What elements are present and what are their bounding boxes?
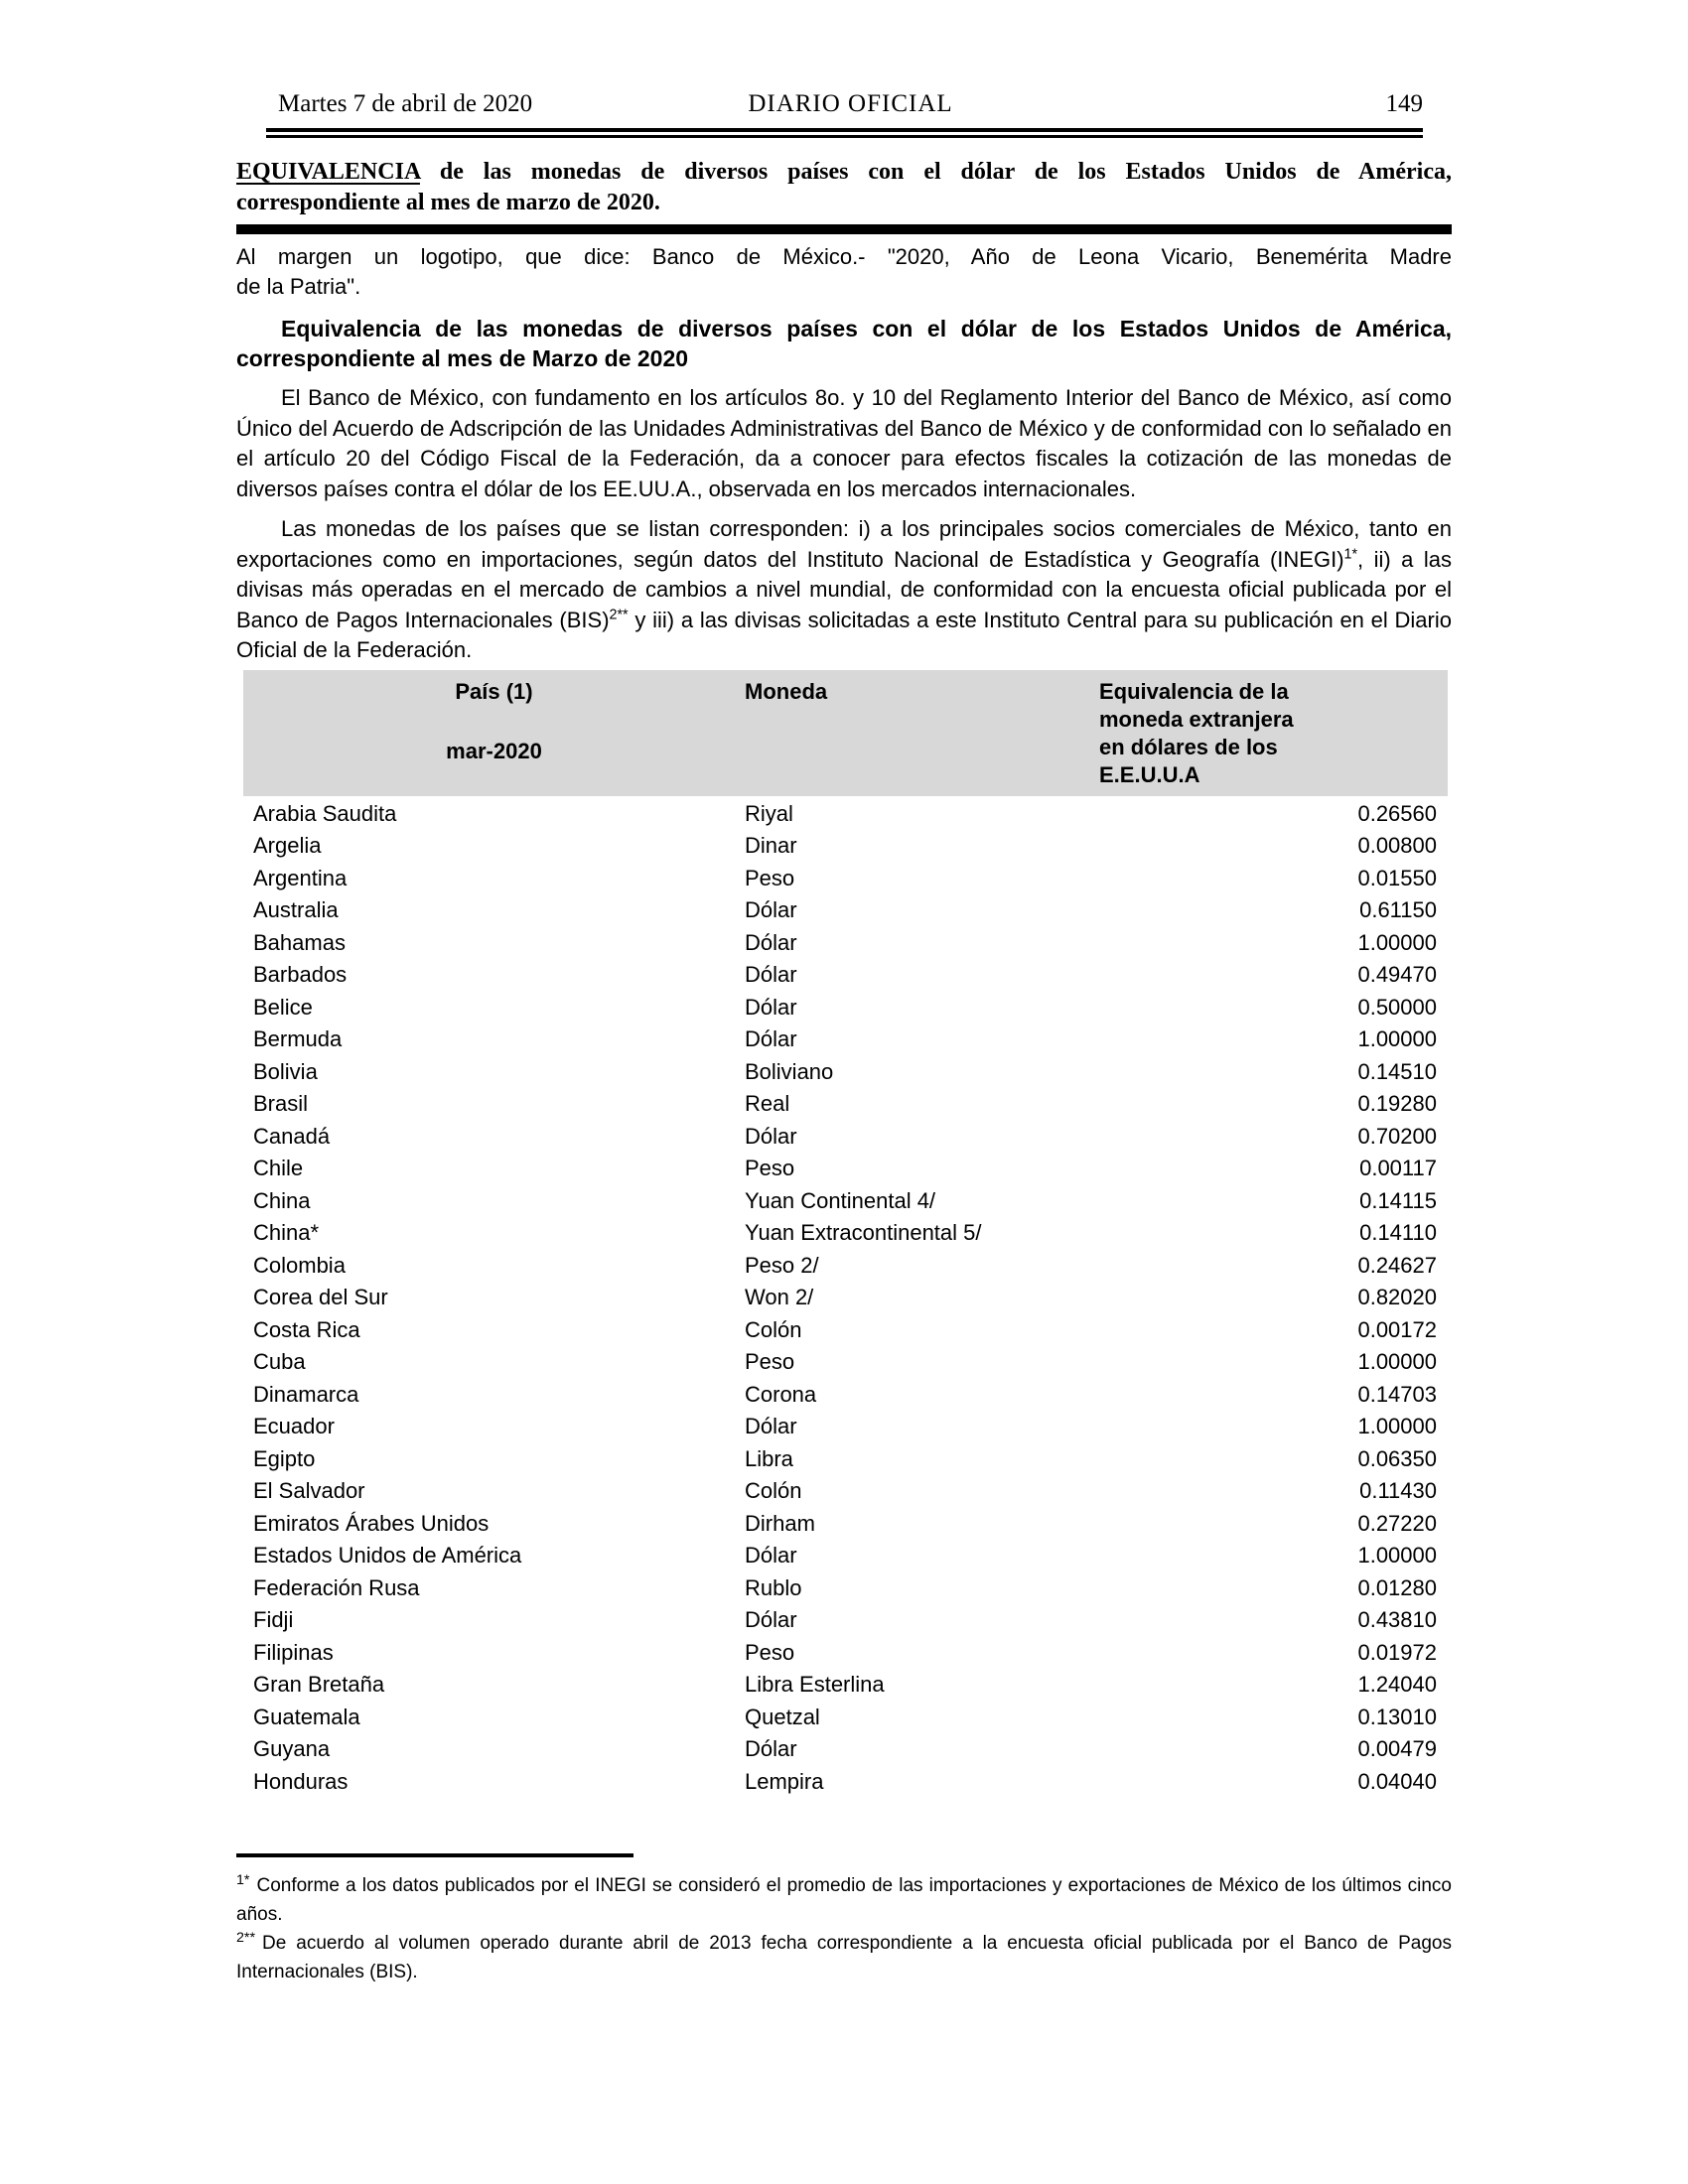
margin-note-line1: Al margen un logotipo, que dice: Banco de México.- "2020, Año de Leona Vicario, Benemérita Madre <box>236 244 1452 269</box>
table-cell-currency: Boliviano <box>745 1058 834 1084</box>
table-cell-value: 0.14115 <box>1359 1187 1437 1213</box>
table-cell-value: 0.13010 <box>1357 1704 1437 1729</box>
table-cell-value: 0.00172 <box>1357 1316 1437 1342</box>
table-cell-country: Argelia <box>253 833 322 858</box>
table-header-country-label: País (1) <box>455 678 533 704</box>
header-rule-bottom <box>266 135 1423 138</box>
table-cell-country: Chile <box>253 1156 304 1180</box>
paragraph-text: Las monedas de los países que se listan corresponden: i) a los principales socios comerciales de México, tanto en exportaciones como en importaciones, según datos del Instituto Nacional de Estadística y Geografía (INEGI) <box>236 516 1452 572</box>
table-cell-value: 0.06350 <box>1357 1445 1437 1471</box>
summary-title-line1 <box>236 157 1452 188</box>
table-cell-value: 0.26560 <box>1357 800 1437 826</box>
table-header-currency-label: Moneda <box>745 678 828 704</box>
table-row <box>243 1702 1448 1734</box>
table-cell-value: 0.00800 <box>1357 833 1437 858</box>
table-cell-country: Dinamarca <box>253 1381 359 1407</box>
table-row <box>243 894 1448 927</box>
table-cell-value: 0.24627 <box>1357 1252 1437 1278</box>
running-header-date: Martes 7 de abril de 2020 <box>278 90 533 117</box>
table-cell-currency: Real <box>745 1091 790 1116</box>
table-cell-currency: Dólar <box>745 962 797 987</box>
table-cell-value: 1.00000 <box>1357 1349 1437 1374</box>
table-cell-value: 0.00479 <box>1357 1736 1437 1761</box>
table-cell-country: Barbados <box>253 962 348 987</box>
table-cell-currency: Peso <box>745 1156 795 1180</box>
table-header <box>243 670 1448 796</box>
table-cell-country: Bermuda <box>253 1026 343 1051</box>
margin-note <box>236 242 1452 302</box>
table-row <box>243 1282 1448 1314</box>
running-header-title: DIARIO OFICIAL <box>748 90 953 117</box>
table-cell-country: Corea del Sur <box>253 1285 388 1309</box>
table-row <box>243 1411 1448 1443</box>
table-row <box>243 1314 1448 1347</box>
table-cell-value: 0.04040 <box>1357 1768 1437 1794</box>
footnote-ref: 2** <box>609 607 629 623</box>
table-cell-currency: Dólar <box>745 1123 797 1149</box>
table-cell-currency: Quetzal <box>745 1704 820 1729</box>
header-double-rule <box>266 128 1423 138</box>
table-row <box>243 1250 1448 1283</box>
table-cell-country: Cuba <box>253 1349 306 1374</box>
table-cell-currency: Colón <box>745 1478 802 1503</box>
table-cell-currency: Dólar <box>745 1607 797 1632</box>
table-cell-currency: Peso <box>745 865 795 890</box>
table-cell-value: 1.24040 <box>1357 1672 1437 1697</box>
table-cell-currency: Libra Esterlina <box>745 1672 885 1697</box>
table-cell-value: 0.01972 <box>1357 1639 1437 1665</box>
table-row <box>243 1637 1448 1670</box>
table-row <box>243 992 1448 1024</box>
summary-title-line2: correspondiente al mes de marzo de 2020. <box>236 190 660 215</box>
table-cell-value: 0.43810 <box>1357 1607 1437 1632</box>
summary-title <box>236 157 1452 218</box>
footnote <box>236 1929 1452 1986</box>
table-cell-value: 0.61150 <box>1359 897 1437 922</box>
table-cell-country: Bahamas <box>253 929 346 955</box>
table-row <box>243 1379 1448 1412</box>
table-cell-currency: Colón <box>745 1316 802 1342</box>
table-header-equivalence-cell <box>1099 678 1448 789</box>
paragraph-text: , ii) a las divisas más operadas en el mercado de cambios a nivel mundial, de conformidad con la encuesta oficial publicada por el Banco de Pagos Internacionales (BIS) <box>236 546 1452 632</box>
table-row <box>243 1185 1448 1218</box>
table-cell-currency: Dólar <box>745 1026 797 1051</box>
table-header-period-label: mar-2020 <box>446 738 542 763</box>
table-row <box>243 1508 1448 1541</box>
table-row <box>243 1766 1448 1799</box>
running-header <box>266 89 1423 138</box>
table-cell-country: Belice <box>253 994 313 1020</box>
table-cell-value: 0.11430 <box>1359 1478 1437 1503</box>
table-cell-country: Egipto <box>253 1445 316 1471</box>
table-row <box>243 927 1448 960</box>
table-cell-currency: Dólar <box>745 1736 797 1761</box>
table-row <box>243 1056 1448 1089</box>
table-cell-currency: Lempira <box>745 1768 824 1794</box>
table-header-country-cell <box>243 678 745 789</box>
title-divider-bar <box>236 224 1452 234</box>
table-cell-value: 0.14703 <box>1357 1381 1437 1407</box>
doc-heading-line1: Equivalencia de las monedas de diversos países con el dólar de los Estados Unidos de América, <box>281 316 1452 341</box>
table-cell-country: Honduras <box>253 1768 349 1794</box>
table-cell-country: China <box>253 1187 311 1213</box>
paragraph-text: y iii) a las divisas solicitadas a este Instituto Central para su publicación en el Diario Oficial de la Federación. <box>236 607 1452 662</box>
footnote-text: Conforme a los datos publicados por el INEGI se consideró el promedio de las importaciones y exportaciones de México de los últimos cinco años. <box>236 1875 1452 1925</box>
table-cell-value: 0.27220 <box>1357 1510 1437 1536</box>
table-row <box>243 1121 1448 1154</box>
table-cell-value: 0.50000 <box>1357 994 1437 1020</box>
table-row <box>243 1572 1448 1605</box>
footnote-divider <box>236 1853 633 1857</box>
running-header-page-number: 149 <box>1385 90 1423 117</box>
table-row <box>243 798 1448 831</box>
footnote-marker: 2** <box>236 1929 256 1946</box>
table-body <box>243 798 1448 1799</box>
table-row <box>243 1733 1448 1766</box>
table-cell-value: 0.14510 <box>1357 1058 1437 1084</box>
intro-paragraph-1: El Banco de México, con fundamento en los artículos 8o. y 10 del Reglamento Interior del Banco de México, así como Único del Acuerdo de Adscripción de las Unidades Administrativas del Banco de México y de conformidad con lo señalado en el artículo 20 del Código Fiscal de la Federación, da a conocer para efectos fiscales la cotización de las monedas de diversos países contra el dólar de los EE.UU.A., observada en los mercados internacionales. <box>236 385 1452 501</box>
summary-title-line1-rest: de las monedas de diversos países con el dólar de los Estados Unidos de América, <box>419 159 1452 185</box>
footnote <box>236 1871 1452 1929</box>
table-row <box>243 1346 1448 1379</box>
table-cell-currency: Dólar <box>745 929 797 955</box>
table-cell-value: 1.00000 <box>1357 1026 1437 1051</box>
table-cell-currency: Rublo <box>745 1574 802 1600</box>
document-body <box>236 157 1452 1986</box>
table-cell-value: 0.70200 <box>1357 1123 1437 1149</box>
table-header-equivalence-label: Equivalencia de la moneda extranjera en dólares de los E.E.U.U.A <box>1099 678 1294 787</box>
footnote-marker: 1* <box>236 1871 250 1888</box>
table-cell-country: Colombia <box>253 1252 346 1278</box>
table-cell-currency: Won 2/ <box>745 1285 814 1309</box>
table-row <box>243 1669 1448 1702</box>
table-cell-country: Guatemala <box>253 1704 360 1729</box>
table-row <box>243 1604 1448 1637</box>
table-cell-value: 0.14110 <box>1359 1220 1437 1245</box>
table-cell-currency: Dólar <box>745 1543 797 1568</box>
footnote-ref: 1* <box>1343 546 1358 563</box>
table-cell-currency: Dólar <box>745 897 797 922</box>
table-cell-value: 1.00000 <box>1357 929 1437 955</box>
table-cell-country: Estados Unidos de América <box>253 1543 522 1568</box>
table-cell-value: 0.01550 <box>1357 865 1437 890</box>
table-cell-value: 1.00000 <box>1357 1543 1437 1568</box>
table-cell-country: Canadá <box>253 1123 331 1149</box>
table-row <box>243 1024 1448 1056</box>
table-row <box>243 830 1448 863</box>
table-cell-currency: Peso <box>745 1639 795 1665</box>
table-cell-currency: Yuan Continental 4/ <box>745 1187 936 1213</box>
table-cell-currency: Peso 2/ <box>745 1252 819 1278</box>
table-cell-country: Fidji <box>253 1607 294 1632</box>
table-cell-value: 0.49470 <box>1357 962 1437 987</box>
table-cell-currency: Libra <box>745 1445 793 1471</box>
table-cell-currency: Riyal <box>745 800 793 826</box>
table-cell-currency: Dirham <box>745 1510 815 1536</box>
table-cell-country: Ecuador <box>253 1414 335 1438</box>
table-cell-currency: Corona <box>745 1381 817 1407</box>
table-cell-country: Filipinas <box>253 1639 334 1665</box>
table-cell-country: Emiratos Árabes Unidos <box>253 1510 490 1536</box>
footnotes <box>236 1871 1452 1986</box>
table-cell-country: Brasil <box>253 1091 309 1116</box>
doc-heading <box>236 314 1452 373</box>
doc-heading-line2: correspondiente al mes de Marzo de 2020 <box>236 345 689 371</box>
table-cell-country: Bolivia <box>253 1058 318 1084</box>
table-cell-currency: Dinar <box>745 833 797 858</box>
table-cell-currency: Peso <box>745 1349 795 1374</box>
table-cell-currency: Yuan Extracontinental 5/ <box>745 1220 982 1245</box>
table-cell-country: El Salvador <box>253 1478 365 1503</box>
table-row <box>243 1217 1448 1250</box>
table-cell-country: Gran Bretaña <box>253 1672 385 1697</box>
table-cell-value: 0.01280 <box>1357 1574 1437 1600</box>
margin-note-line2: de la Patria". <box>236 274 361 299</box>
table-row <box>243 959 1448 992</box>
table-row <box>243 1475 1448 1508</box>
table-cell-currency: Dólar <box>745 994 797 1020</box>
intro-paragraph-2 <box>236 514 1452 666</box>
table-cell-country: China* <box>253 1220 320 1245</box>
footnote-text: De acuerdo al volumen operado durante abril de 2013 fecha correspondiente a la encuesta oficial publicada por el Banco de Pagos Internacionales (BIS). <box>236 1933 1452 1982</box>
table-cell-country: Argentina <box>253 865 348 890</box>
table-row <box>243 1443 1448 1476</box>
table-cell-country: Arabia Saudita <box>253 800 397 826</box>
table-row <box>243 1540 1448 1572</box>
table-cell-value: 0.82020 <box>1357 1285 1437 1309</box>
table-cell-value: 0.00117 <box>1359 1156 1437 1180</box>
table-row <box>243 1088 1448 1121</box>
header-rule-top <box>266 128 1423 132</box>
table-cell-value: 0.19280 <box>1357 1091 1437 1116</box>
table-cell-country: Costa Rica <box>253 1316 360 1342</box>
table-cell-country: Australia <box>253 897 339 922</box>
table-cell-value: 1.00000 <box>1357 1414 1437 1438</box>
summary-title-lead: EQUIVALENCIA <box>236 159 420 185</box>
table-row <box>243 1153 1448 1185</box>
table-cell-currency: Dólar <box>745 1414 797 1438</box>
table-row <box>243 863 1448 895</box>
table-cell-country: Federación Rusa <box>253 1574 420 1600</box>
table-cell-country: Guyana <box>253 1736 331 1761</box>
currency-table <box>243 670 1448 1799</box>
